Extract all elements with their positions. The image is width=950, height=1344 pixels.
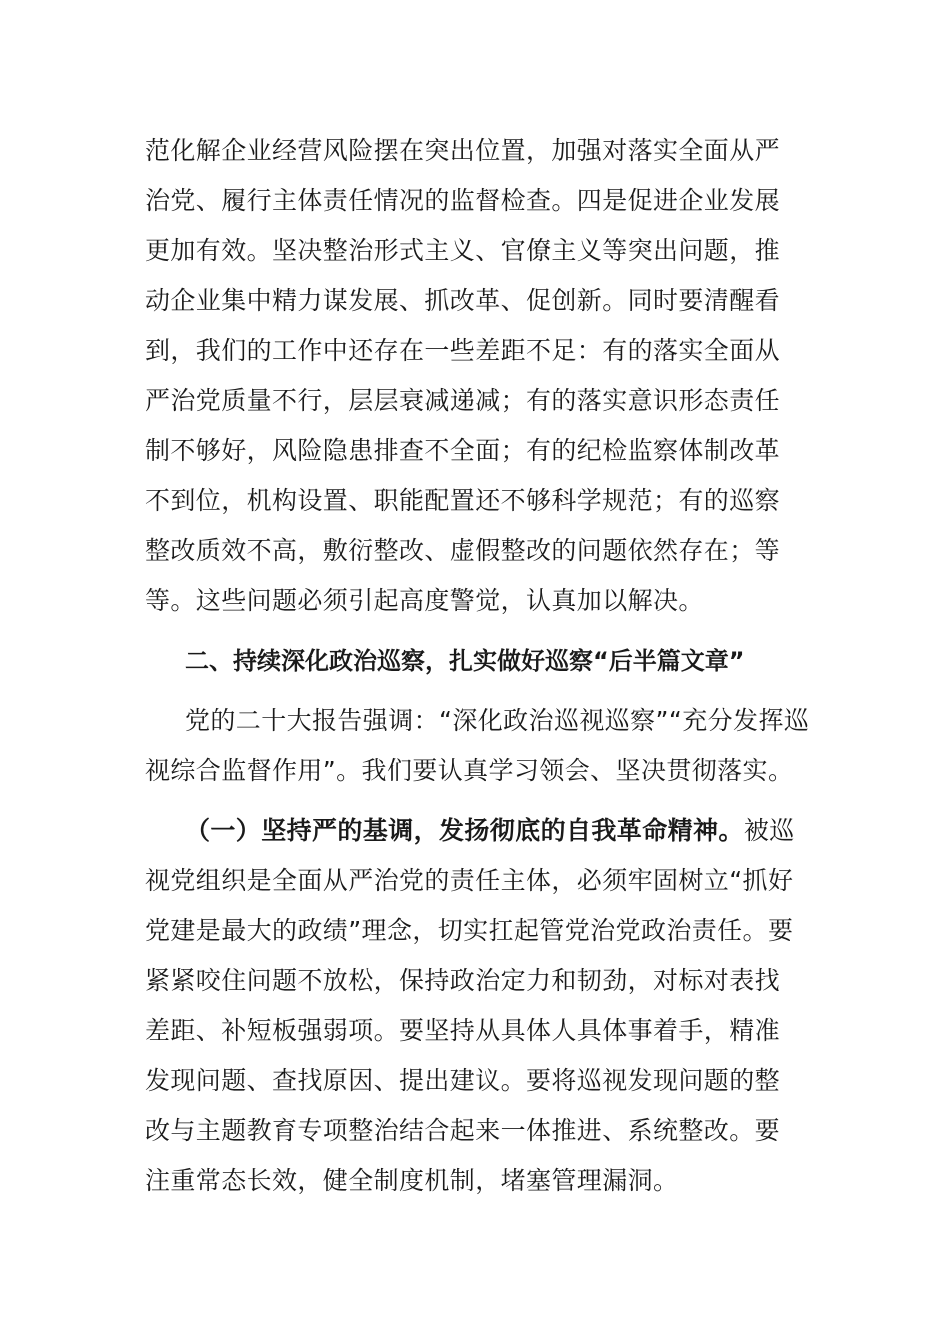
section-heading-2: 二、持续深化政治巡察，扎实做好巡察“后半篇文章” <box>185 647 745 675</box>
text-line: 范化解企业经营风险摆在突出位置，加强对落实全面从严 <box>145 136 781 165</box>
text-line: 严治党质量不行，层层衰减递减；有的落实意识形态责任 <box>145 386 781 415</box>
text-line: 更加有效。坚决整治形式主义、官僚主义等突出问题，推 <box>145 236 781 265</box>
text-line: 党建是最大的政绩”理念，切实扛起管党治党政治责任。要 <box>145 916 794 945</box>
text-line: 改与主题教育专项整治结合起来一体推进、系统整改。要 <box>145 1116 781 1145</box>
text-line: 党的二十大报告强调：“深化政治巡视巡察”“充分发挥巡 <box>185 706 810 735</box>
text-line: 不到位，机构设置、职能配置还不够科学规范；有的巡察 <box>145 486 781 515</box>
text-line: 整改质效不高，敷衍整改、虚假整改的问题依然存在；等 <box>145 536 781 565</box>
text-line: 治党、履行主体责任情况的监督检查。四是促进企业发展 <box>145 186 781 215</box>
paragraph-3 <box>145 806 805 1206</box>
text-line: 视党组织是全面从严治党的责任主体，必须牢固树立“抓好 <box>145 866 794 895</box>
paragraph-1 <box>145 126 805 626</box>
text-line: 紧紧咬住问题不放松，保持政治定力和韧劲，对标对表找 <box>145 966 781 995</box>
text-line: 到，我们的工作中还存在一些差距不足：有的落实全面从 <box>145 336 781 365</box>
text-line: 发现问题、查找原因、提出建议。要将巡视发现问题的整 <box>145 1066 781 1095</box>
text-line: 动企业集中精力谋发展、抓改革、促创新。同时要清醒看 <box>145 286 781 315</box>
subsection-heading: （一）坚持严的基调，发扬彻底的自我革命精神。 <box>185 816 744 845</box>
text-run: 被巡 <box>743 816 795 845</box>
text-line: 等。这些问题必须引起高度警觉，认真加以解决。 <box>145 586 704 615</box>
text-line: 差距、补短板强弱项。要坚持从具体人具体事着手，精准 <box>145 1016 781 1045</box>
text-line: 视综合监督作用”。我们要认真学习领会、坚决贯彻落实。 <box>145 756 794 785</box>
text-line <box>145 806 805 856</box>
text-line: 制不够好，风险隐患排查不全面；有的纪检监察体制改革 <box>145 436 781 465</box>
document-page <box>145 126 810 1206</box>
text-line: 注重常态长效，健全制度机制，堵塞管理漏洞。 <box>145 1166 679 1195</box>
paragraph-2 <box>145 696 810 796</box>
